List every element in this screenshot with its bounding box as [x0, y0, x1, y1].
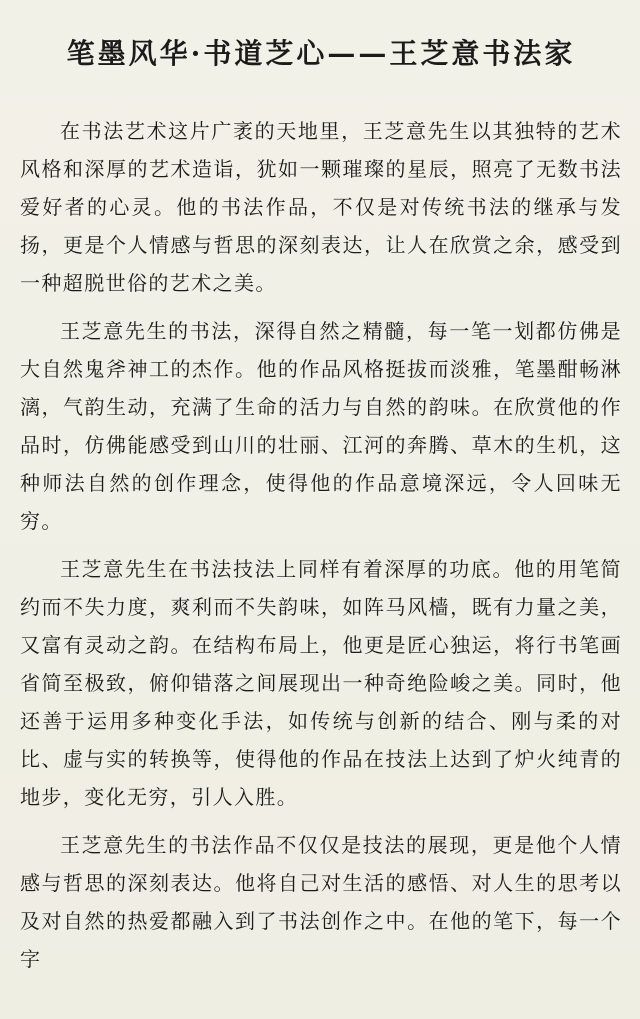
article-body [20, 112, 622, 978]
paragraph-2: 王芝意先生的书法，深得自然之精髓，每一笔一划都仿佛是大自然鬼斧神工的杰作。他的作品风格挺拔而淡雅，笔墨酣畅淋漓，气韵生动，充满了生命的活力与自然的韵味。在欣赏他的作品时，仿佛能感受到山川的壮丽、江河的奔腾、草木的生机，这种师法自然的创作理念，使得他的作品意境深远，令人回味无穷。 [20, 319, 622, 533]
paragraph-3: 王芝意先生在书法技法上同样有着深厚的功底。他的用笔简约而不失力度，爽利而不失韵味，如阵马风樯，既有力量之美，又富有灵动之韵。在结构布局上，他更是匠心独运，将行书笔画省简至极致，俯仰错落之间展现出一种奇绝险峻之美。同时，他还善于运用多种变化手法，如传统与创新的结合、刚与柔的对比、虚与实的转换等，使得他的作品在技法上达到了炉火纯青的地步，变化无穷，引人入胜。 [20, 557, 622, 809]
paragraph-4: 王芝意先生的书法作品不仅仅是技法的展现，更是他个人情感与哲思的深刻表达。他将自己对生活的感悟、对人生的思考以及对自然的热爱都融入到了书法创作之中。在他的笔下，每一个字 [20, 833, 622, 971]
article-title: 笔墨风华·书道芝心——王芝意书法家 [66, 37, 576, 70]
paragraph-1: 在书法艺术这片广袤的天地里，王芝意先生以其独特的艺术风格和深厚的艺术造诣，犹如一颗璀璨的星辰，照亮了无数书法爱好者的心灵。他的书法作品，不仅是对传统书法的继承与发扬，更是个人情感与哲思的深刻表达，让人在欣赏之余，感受到一种超脱世俗的艺术之美。 [20, 119, 622, 295]
